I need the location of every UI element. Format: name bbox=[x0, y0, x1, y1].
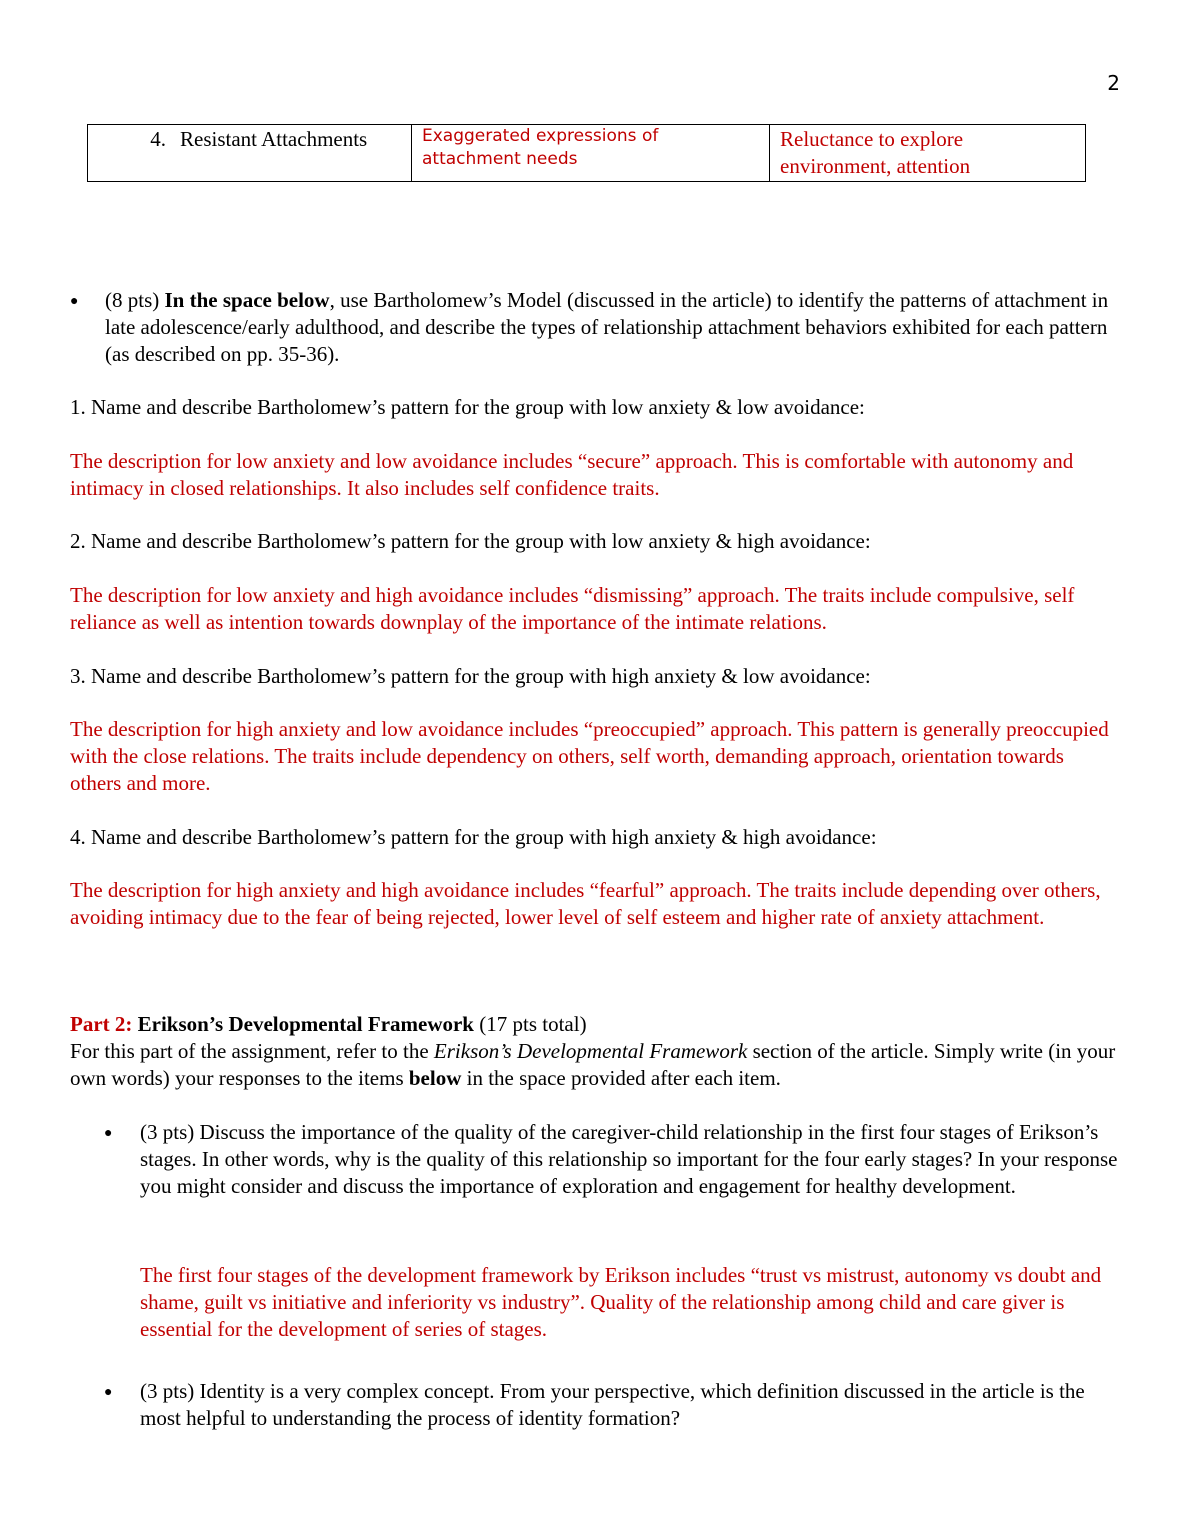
intro-text-b: section of the article. Simply write (in your own words) your responses to the items bbox=[70, 1039, 1116, 1090]
part2-total: (17 pts total) bbox=[474, 1012, 587, 1036]
prompt-text: , use Bartholomew’s Model (discussed in the article) to identify the patterns of attachment in late adolescence/early adulthood, and describe the types of relationship attachment behaviors exhibited for each pattern (as described on pp. 35-36). bbox=[105, 288, 1109, 366]
intro-bold: below bbox=[408, 1066, 462, 1090]
question-1: 1. Name and describe Bartholomew’s pattern for the group with low anxiety & low avoidance: bbox=[70, 395, 865, 419]
question-2: 2. Name and describe Bartholomew’s pattern for the group with low anxiety & high avoidance: bbox=[70, 529, 871, 553]
prompt-bold: In the space below bbox=[164, 288, 330, 312]
answer-4: The description for high anxiety and high avoidance includes “fearful” approach. The traits include depending over others, avoiding intimacy due to the fear of being rejected, lower level of self esteem and higher rate of anxiety attachment. bbox=[70, 878, 1101, 929]
part2-intro bbox=[70, 1038, 1120, 1092]
answer-2: The description for low anxiety and high avoidance includes “dismissing” approach. The traits include compulsive, self reliance as well as intention towards downplay of the importance of the intimate relations. bbox=[70, 583, 1075, 634]
bullet-icon: ● bbox=[104, 1385, 113, 1400]
answer-3: The description for high anxiety and low avoidance includes “preoccupied” approach. This pattern is generally preoccupied with the close relations. The traits include dependency on others, self worth, demanding approach, orientation towards others and more. bbox=[70, 717, 1109, 795]
row-number: 4. bbox=[150, 127, 166, 151]
part2-question-2: (3 pts) Identity is a very complex concept. From your perspective, which definition discussed in the article is the most helpful to understanding the process of identity formation? bbox=[140, 1379, 1085, 1430]
part2-heading bbox=[70, 1011, 1120, 1038]
table-cell-description bbox=[412, 125, 770, 182]
table-row bbox=[88, 125, 1086, 182]
intro-text-a: For this part of the assignment, refer to the bbox=[70, 1039, 434, 1063]
question-3: 3. Name and describe Bartholomew’s pattern for the group with high anxiety & low avoidance: bbox=[70, 664, 871, 688]
part2-question-1: (3 pts) Discuss the importance of the quality of the caregiver-child relationship in the first four stages of Erikson’s stages. In other words, why is the quality of this relationship so important for the four early stages? In your response you might consider and discuss the importance of exploration and engagement for healthy development. bbox=[140, 1120, 1118, 1198]
intro-text-c: in the space provided after each item. bbox=[461, 1066, 781, 1090]
bullet-icon: ● bbox=[104, 1126, 113, 1141]
table-cell-behavior bbox=[770, 125, 1086, 182]
table-cell-label bbox=[88, 125, 412, 182]
answer-1: The description for low anxiety and low avoidance includes “secure” approach. This is comfortable with autonomy and intimacy in closed relationships. It also includes self confidence traits. bbox=[70, 449, 1074, 500]
bartholomew-prompt bbox=[105, 287, 1120, 368]
part2-label: Part 2: bbox=[70, 1012, 133, 1036]
prompt-points: (8 pts) bbox=[105, 288, 165, 312]
attachment-table bbox=[87, 124, 1086, 182]
intro-italic: Erikson’s Developmental Framework bbox=[433, 1039, 748, 1063]
row-behavior: Reluctance to explore environment, attention bbox=[780, 127, 971, 178]
part2-title: Erikson’s Developmental Framework bbox=[132, 1012, 474, 1036]
question-4: 4. Name and describe Bartholomew’s pattern for the group with high anxiety & high avoidance: bbox=[70, 825, 877, 849]
part2-answer-1: The first four stages of the development framework by Erikson includes “trust vs mistrust, autonomy vs doubt and shame, guilt vs initiative and inferiority vs industry”. Quality of the relationship among child and care giver is essential for the development of series of stages. bbox=[140, 1263, 1102, 1341]
page-number: 2 bbox=[1107, 71, 1120, 95]
bullet-icon: ● bbox=[70, 294, 79, 309]
row-label: Resistant Attachments bbox=[180, 127, 368, 151]
row-description: Exaggerated expressions of attachment needs bbox=[422, 126, 659, 169]
